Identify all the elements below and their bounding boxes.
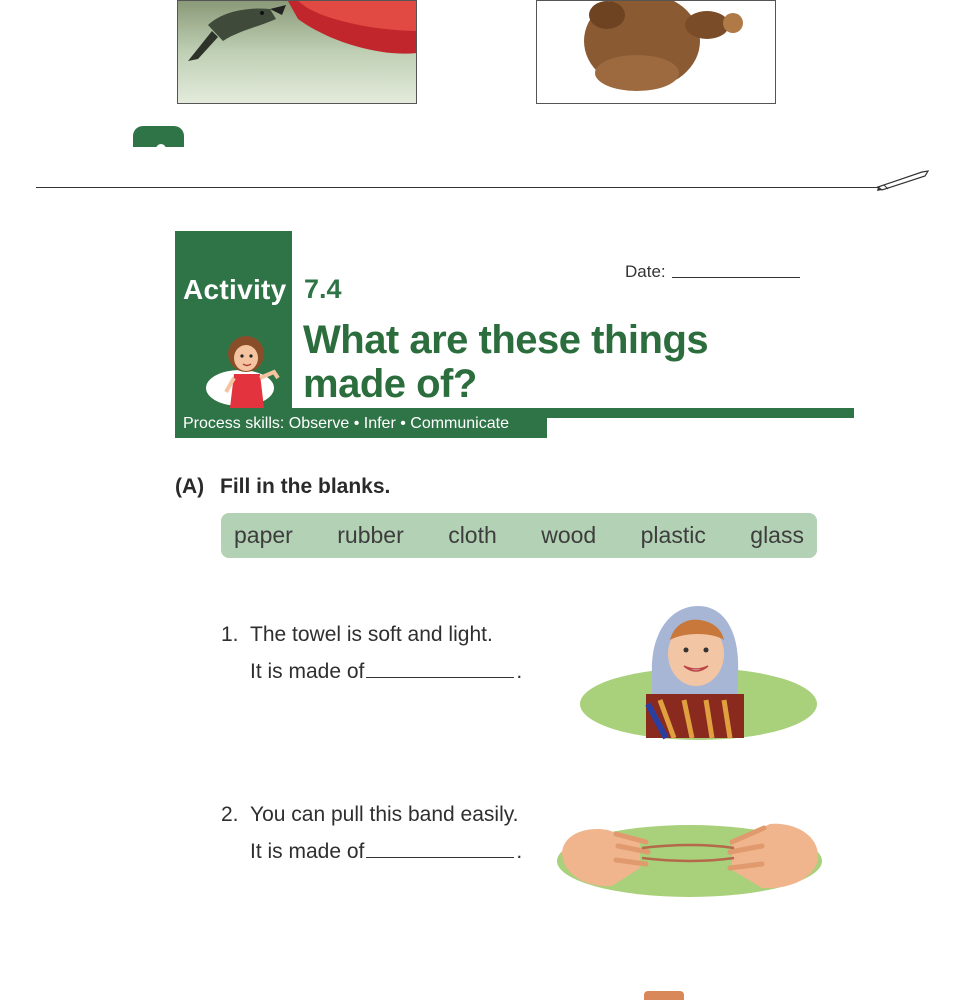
hands-stretching-band-photo <box>556 812 824 892</box>
word-bank-item: glass <box>750 522 804 548</box>
section-a-tag: (A) <box>175 475 205 498</box>
question-1-suffix: . <box>516 660 523 683</box>
word-bank-item: paper <box>234 522 293 548</box>
girl-illustration <box>204 334 292 408</box>
activity-title <box>303 318 708 406</box>
word-bank-item: rubber <box>337 522 404 548</box>
page-divider-line <box>36 187 886 188</box>
word-bank-item: wood <box>541 522 597 548</box>
answer-blank-2[interactable] <box>366 841 514 858</box>
question-1-line2 <box>250 660 522 684</box>
question-1-prefix: It is made of <box>250 660 365 683</box>
process-skills-text: Process skills: Observe • Infer • Communicate <box>183 415 509 432</box>
section-a-instruction: Fill in the blanks. <box>220 475 391 498</box>
date-field[interactable] <box>672 277 800 278</box>
question-2-line1: You can pull this band easily. <box>250 803 519 826</box>
question-2-prefix: It is made of <box>250 840 365 863</box>
question-2-line2 <box>250 840 522 864</box>
word-bank <box>221 513 817 558</box>
question-2-number: 2. <box>221 803 239 826</box>
word-bank-item: cloth <box>448 522 497 548</box>
answer-blank-1[interactable] <box>366 661 514 678</box>
word-bank-item: plastic <box>640 522 706 548</box>
activity-title-line1: What are these things <box>303 318 709 362</box>
section-a-heading <box>175 475 390 499</box>
monkey-photo <box>536 0 776 104</box>
activity-number: 7.4 <box>304 274 342 304</box>
question-1-line1: The towel is soft and light. <box>250 623 493 646</box>
question-2-suffix: . <box>516 840 523 863</box>
activity-title-line2: made of? <box>303 362 477 406</box>
pencil-icon <box>876 168 930 192</box>
next-item-photo-cropped <box>644 991 684 1000</box>
question-1-number: 1. <box>221 623 239 646</box>
page-tab-dot <box>156 144 166 150</box>
child-with-towel-photo <box>640 604 750 740</box>
hummingbird-photo <box>177 0 417 104</box>
date-label: Date: <box>625 262 666 281</box>
activity-label: Activity <box>183 274 287 305</box>
